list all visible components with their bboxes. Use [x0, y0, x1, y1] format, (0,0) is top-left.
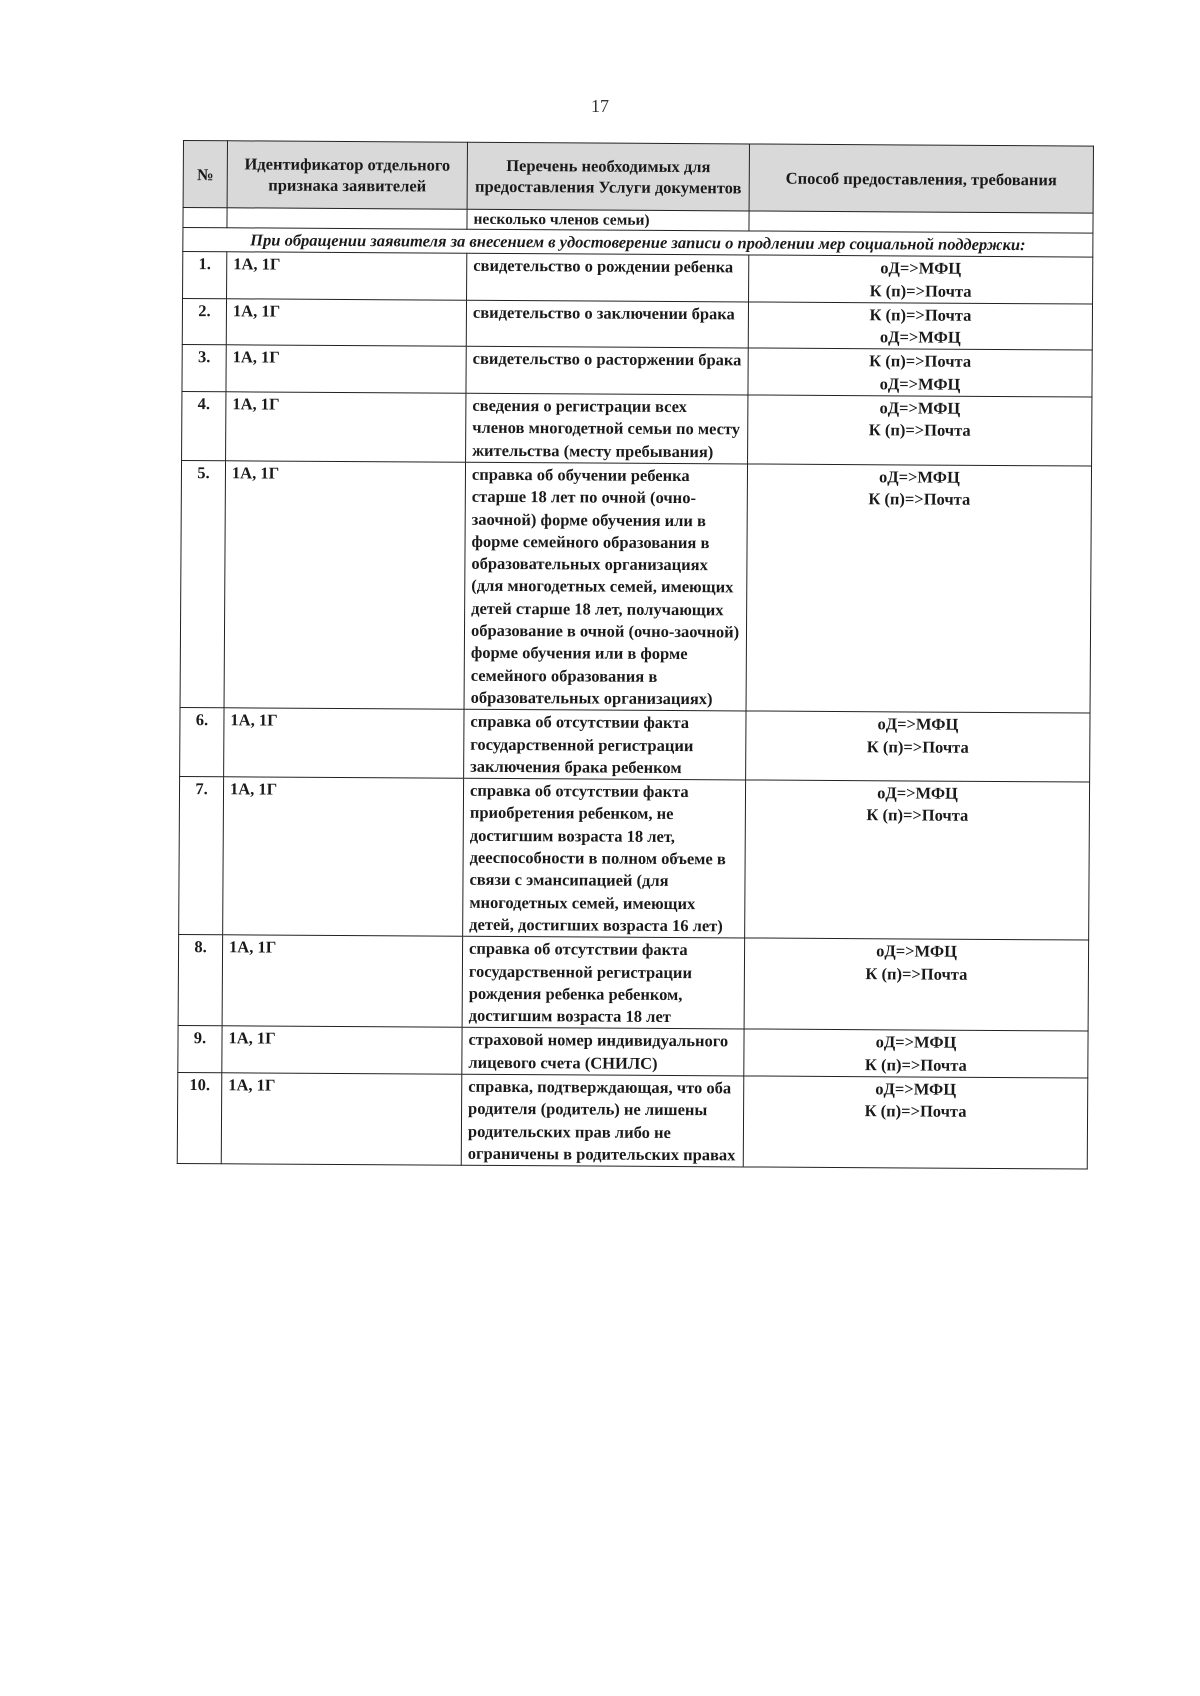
delivery-method: [744, 1029, 1088, 1078]
header-applicant-id: Идентификатор отдельного признака заявителей: [227, 141, 467, 209]
delivery-method-line: К (п)=>Почта: [864, 1101, 967, 1122]
delivery-method-line: К (п)=>Почта: [865, 963, 968, 984]
document-name: справка об отсутствии факта государственной регистрации рождения ребенка ребенком, достигшим возраста 18 лет: [462, 936, 745, 1029]
row-number: 4.: [182, 392, 226, 461]
delivery-method-line: К (п)=>Почта: [866, 805, 969, 826]
table-row: [179, 777, 1090, 941]
delivery-method: [744, 938, 1089, 1031]
document-name: свидетельство о расторжении брака: [466, 347, 748, 395]
delivery-method: [748, 395, 1092, 466]
section-title: При обращении заявителя за внесением в удостоверение записи о продлении мер социальной поддержки:: [183, 228, 1093, 258]
applicant-id: 1А, 1Г: [223, 777, 464, 937]
table-row: [180, 708, 1090, 782]
delivery-method-line: оД=>МФЦ: [879, 374, 961, 394]
table-row: [182, 392, 1092, 466]
table-row: [178, 935, 1089, 1032]
table-row: [180, 460, 1091, 713]
row-number: 1.: [183, 252, 227, 299]
applicant-id: 1А, 1Г: [227, 252, 467, 300]
delivery-method-line: оД=>МФЦ: [877, 783, 958, 803]
continuation-text: несколько членов семьи): [467, 209, 749, 231]
row-number: 9.: [178, 1026, 222, 1073]
applicant-id: 1А, 1Г: [224, 708, 464, 778]
delivery-method-line: К (п)=>Почта: [869, 351, 972, 372]
header-number: №: [183, 141, 227, 208]
document-name: свидетельство о рождении ребенка: [467, 254, 749, 302]
applicant-id: 1А, 1Г: [222, 1026, 462, 1074]
delivery-method-line: оД=>МФЦ: [875, 1032, 957, 1053]
delivery-method-line: оД=>МФЦ: [880, 258, 962, 279]
applicant-id: 1А, 1Г: [222, 935, 463, 1028]
document-name: справка об отсутствии факта государственной регистрации заключения брака ребенком: [464, 709, 746, 780]
page-number: 17: [591, 96, 609, 116]
header-method: Способ предоставления, требования: [749, 144, 1093, 213]
delivery-method-line: оД=>МФЦ: [879, 398, 961, 418]
row-number: 10.: [177, 1072, 222, 1163]
delivery-method-line: оД=>МФЦ: [877, 714, 959, 734]
document-name: справка, подтверждающая, что оба родителя (родитель) не лишены родительских прав либо не ограничены в родительских правах: [461, 1074, 744, 1167]
table-header-row: [183, 141, 1093, 214]
table-row: [182, 345, 1092, 397]
delivery-method-line: К (п)=>Почта: [864, 1054, 967, 1075]
document-name: сведения о регистрации всех членов многодетной семьи по месту жительства (месту пребывания): [466, 393, 748, 464]
row-number: 2.: [182, 298, 226, 345]
row-number: 8.: [178, 935, 223, 1026]
delivery-method-line: К (п)=>Почта: [869, 280, 972, 301]
delivery-method-line: К (п)=>Почта: [869, 305, 972, 325]
row-number: 7.: [179, 777, 224, 935]
table-row: [178, 1026, 1088, 1078]
table-row: [182, 298, 1092, 350]
delivery-method-line: К (п)=>Почта: [868, 420, 971, 441]
applicant-id: 1А, 1Г: [226, 345, 466, 393]
document-name: справка об отсутствии факта приобретения ребенком, не достигшим возраста 18 лет, дееспособности в полном объеме в связи с эмансипацией (для многодетных семей, имеющих детей, достигших возраста 16 лет): [463, 778, 746, 938]
applicant-id: 1А, 1Г: [221, 1073, 462, 1166]
delivery-method: [748, 302, 1092, 351]
delivery-method: [748, 348, 1092, 397]
table-row: [183, 252, 1093, 304]
delivery-method-line: оД=>МФЦ: [875, 1079, 957, 1099]
header-documents: Перечень необходимых для предоставления Услуги документов: [467, 142, 749, 211]
applicant-id: 1А, 1Г: [224, 461, 466, 710]
applicant-id: 1А, 1Г: [226, 299, 466, 347]
delivery-method-line: оД=>МФЦ: [879, 467, 960, 487]
delivery-method-line: К (п)=>Почта: [866, 736, 969, 757]
row-number: 6.: [180, 708, 224, 777]
delivery-method: [746, 711, 1090, 782]
document-name: свидетельство о заключении брака: [466, 300, 748, 348]
delivery-method: [745, 780, 1090, 940]
row-number: 5.: [180, 460, 226, 708]
documents-table: [177, 140, 1094, 1170]
delivery-method-line: оД=>МФЦ: [876, 941, 958, 961]
document-name: справка об обучении ребенка старше 18 лет по очной (очно-заочной) форме обучения или в форме семейного образования в образовательных организациях (для многодетных семей, имеющих детей старше 18 лет, получающих образование в очной (очно-заочной) форме обучения или в форме семейного образования в образовательных организациях): [464, 462, 748, 711]
applicant-id: 1А, 1Г: [226, 392, 466, 462]
delivery-method: [746, 464, 1092, 713]
delivery-method-line: оД=>МФЦ: [879, 327, 961, 347]
row-number: 3.: [182, 345, 226, 392]
delivery-method: [749, 255, 1093, 304]
delivery-method-line: К (п)=>Почта: [868, 489, 971, 510]
document-name: страховой номер индивидуального лицевого счета (СНИЛС): [462, 1028, 744, 1076]
table-row: [177, 1072, 1088, 1169]
delivery-method: [743, 1076, 1088, 1169]
